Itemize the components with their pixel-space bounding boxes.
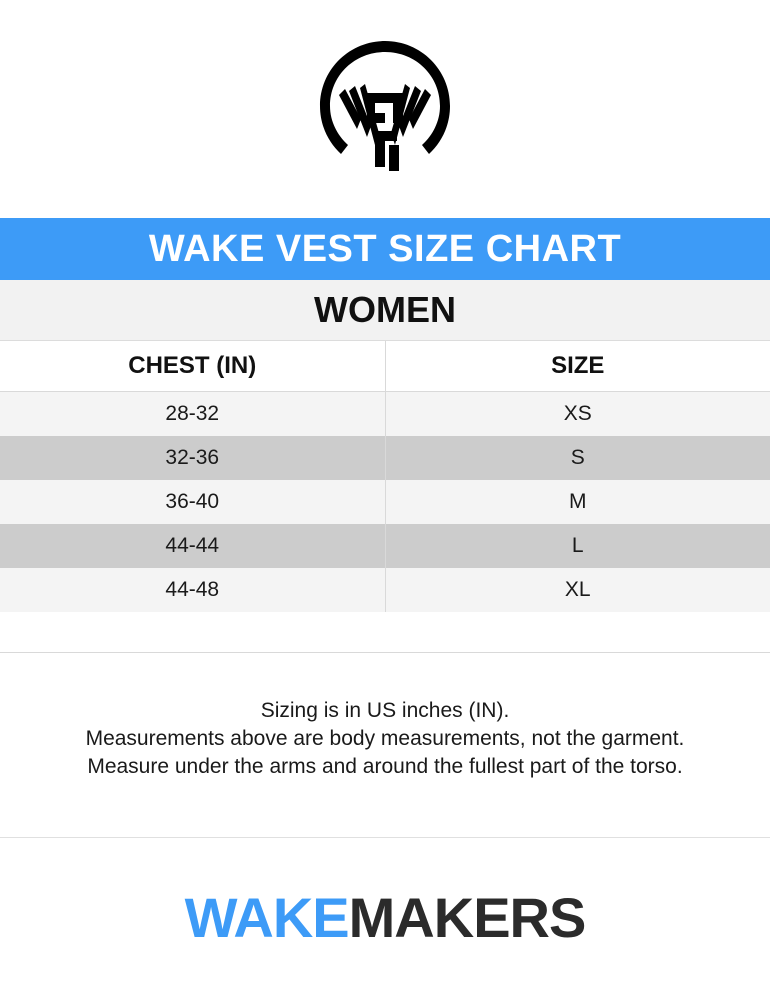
cell-size: L xyxy=(385,524,770,568)
cell-size: XL xyxy=(385,568,770,612)
footer xyxy=(0,837,770,998)
table-header-row xyxy=(0,341,770,392)
cell-chest: 44-44 xyxy=(0,524,385,568)
column-header-size: SIZE xyxy=(385,341,770,392)
wordmark-first: WAKE xyxy=(184,886,349,949)
cell-chest: 32-36 xyxy=(0,436,385,480)
cell-size: M xyxy=(385,480,770,524)
table-row xyxy=(0,436,770,480)
table-row xyxy=(0,480,770,524)
table-row xyxy=(0,524,770,568)
wakemakers-crest-icon xyxy=(305,33,465,185)
size-chart-table xyxy=(0,341,770,612)
wakemakers-wordmark xyxy=(184,886,586,949)
cell-chest: 36-40 xyxy=(0,480,385,524)
page-title: WAKE VEST SIZE CHART xyxy=(148,228,622,270)
cell-chest: 28-32 xyxy=(0,392,385,437)
cell-chest: 44-48 xyxy=(0,568,385,612)
title-banner xyxy=(0,218,770,280)
note-line-2: Measurements above are body measurements, not the garment. xyxy=(85,727,685,750)
table-body xyxy=(0,392,770,613)
sizing-notes xyxy=(0,653,770,781)
cell-size: S xyxy=(385,436,770,480)
table-row xyxy=(0,392,770,437)
subtitle-band xyxy=(0,280,770,341)
logo-area xyxy=(0,0,770,218)
wordmark-second: MAKERS xyxy=(348,886,586,949)
note-line-3: Measure under the arms and around the fullest part of the torso. xyxy=(87,755,683,778)
table-header xyxy=(0,341,770,392)
column-header-chest: CHEST (IN) xyxy=(0,341,385,392)
note-line-1: Sizing is in US inches (IN). xyxy=(260,699,510,722)
table-row xyxy=(0,568,770,612)
cell-size: XS xyxy=(385,392,770,437)
category-title: WOMEN xyxy=(314,289,456,330)
